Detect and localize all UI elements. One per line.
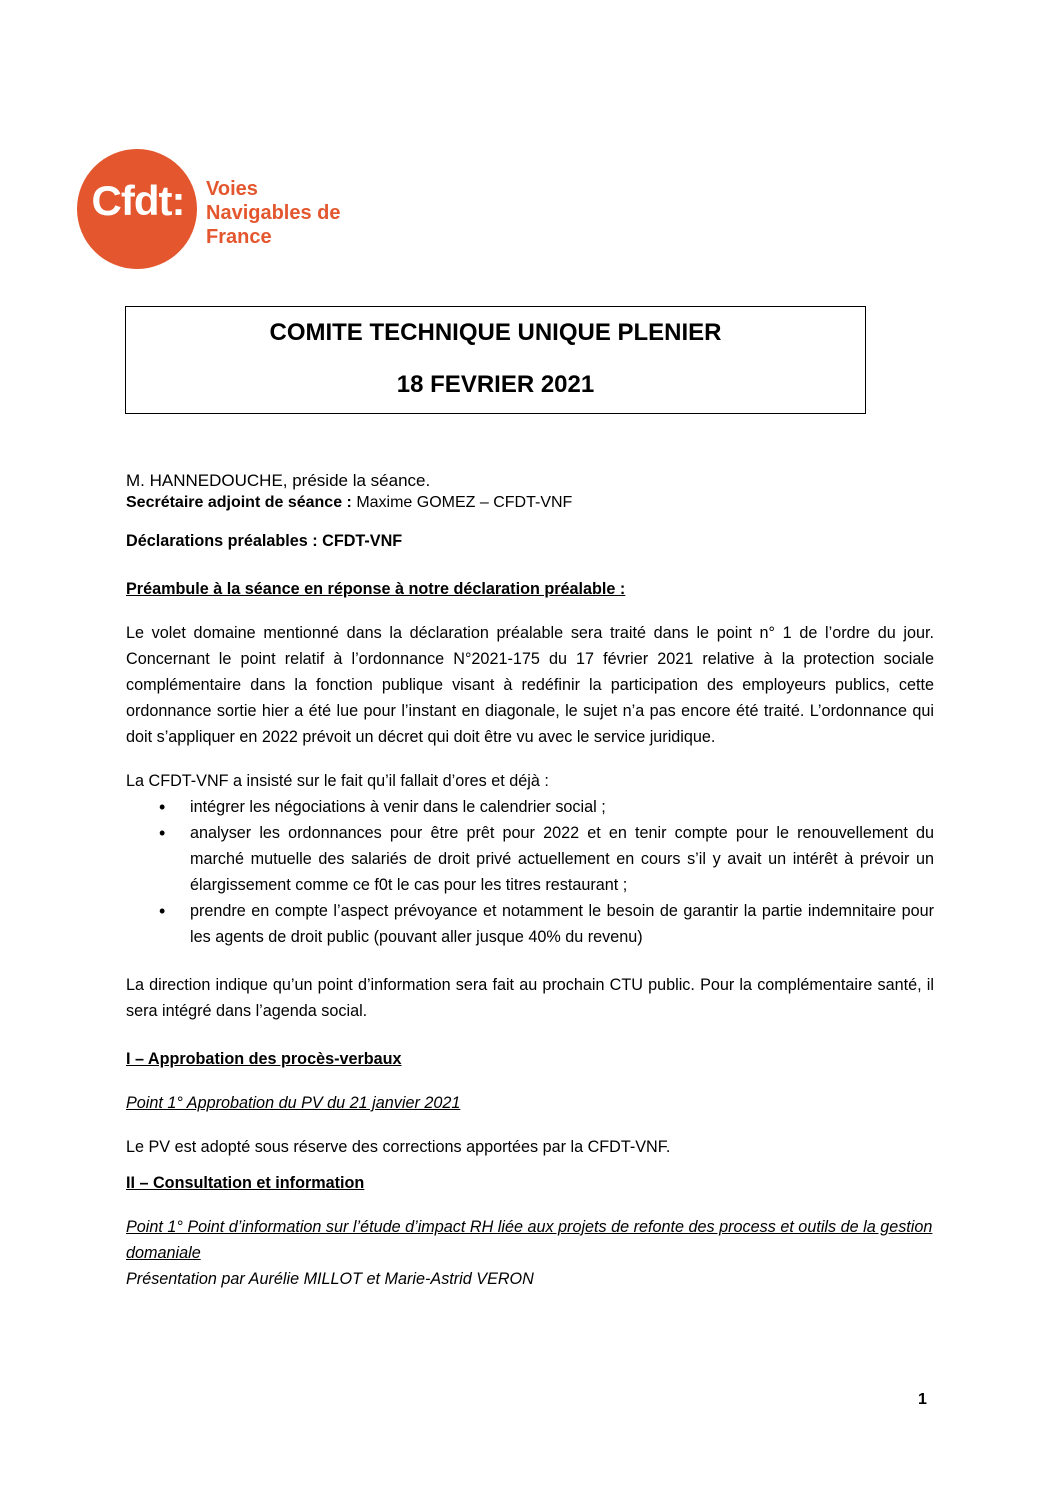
preambule-paragraph: Le volet domaine mentionné dans la déclaration préalable sera traité dans le point n° 1 de l’ordre du jour. Concernant le point relatif à l’ordonnance N°2021-175 du 17 février 2021 relative à la protection sociale complémentaire dans la fonction publique visant à redéfinir la participation des employeurs publics, cette ordonnance sortie hier a été lue pour l’instant en diagonale, le sujet n’a pas encore été traité. L’ordonnance qui doit s’appliquer en 2022 prévoit un décret qui doit être vu avec le service juridique. [126, 624, 934, 746]
logo-org-line3: France [206, 226, 272, 248]
insist-intro: La CFDT-VNF a insisté sur le fait qu’il fallait d’ores et déjà : [126, 772, 549, 790]
secretary-line [126, 492, 934, 514]
section1-heading: I – Approbation des procès-verbaux [126, 1050, 402, 1068]
logo-wordmark: Cfdt: [91, 177, 185, 224]
insist-list [126, 794, 934, 950]
president-line: M. HANNEDOUCHE, préside la séance. [126, 471, 431, 490]
secretary-value: Maxime GOMEZ – CFDT-VNF [351, 494, 573, 511]
preambule-heading: Préambule à la séance en réponse à notre déclaration préalable : [126, 580, 626, 598]
cfdt-logo [77, 149, 377, 269]
logo-org-line2: Navigables de [206, 202, 341, 224]
direction-paragraph: La direction indique qu’un point d’information sera fait au prochain CTU public. Pour la complémentaire santé, il sera intégré dans l’agenda social. [126, 976, 934, 1020]
section2-heading: II – Consultation et information [126, 1174, 365, 1192]
list-item: • prendre en compte l’aspect prévoyance et notamment le besoin de garantir la partie indemnitaire pour les agents de droit public (pouvant aller jusque 40% du revenu) [190, 898, 934, 950]
section2-presentation: Présentation par Aurélie MILLOT et Marie-Astrid VERON [126, 1270, 534, 1288]
logo-org-line1: Voies [206, 178, 258, 200]
section1-point-title: Point 1° Approbation du PV du 21 janvier 2021 [126, 1094, 461, 1112]
document-body [126, 470, 934, 1292]
declarations-heading: Déclarations préalables : CFDT-VNF [126, 532, 403, 550]
section1-text: Le PV est adopté sous réserve des corrections apportées par la CFDT-VNF. [126, 1138, 671, 1156]
logo-org-name [206, 177, 341, 249]
title-box [125, 306, 866, 414]
page-number: 1 [918, 1391, 927, 1408]
list-item: • analyser les ordonnances pour être prêt pour 2022 et en tenir compte pour le renouvellement du marché mutuelle des salariés de droit privé actuellement en cours s’il y avait un intérêt à prévoir un élargissement comme ce f0t le cas pour les titres restaurant ; [190, 820, 934, 898]
section2-point-title: Point 1° Point d’information sur l’étude d’impact RH liée aux projets de refonte des process et outils de la gestion domaniale [126, 1218, 933, 1262]
document-title: COMITE TECHNIQUE UNIQUE PLENIER [269, 319, 722, 346]
document-date: 18 FEVRIER 2021 [396, 371, 595, 398]
list-item: • intégrer les négociations à venir dans le calendrier social ; [190, 794, 934, 820]
secretary-label: Secrétaire adjoint de séance : [126, 494, 352, 511]
